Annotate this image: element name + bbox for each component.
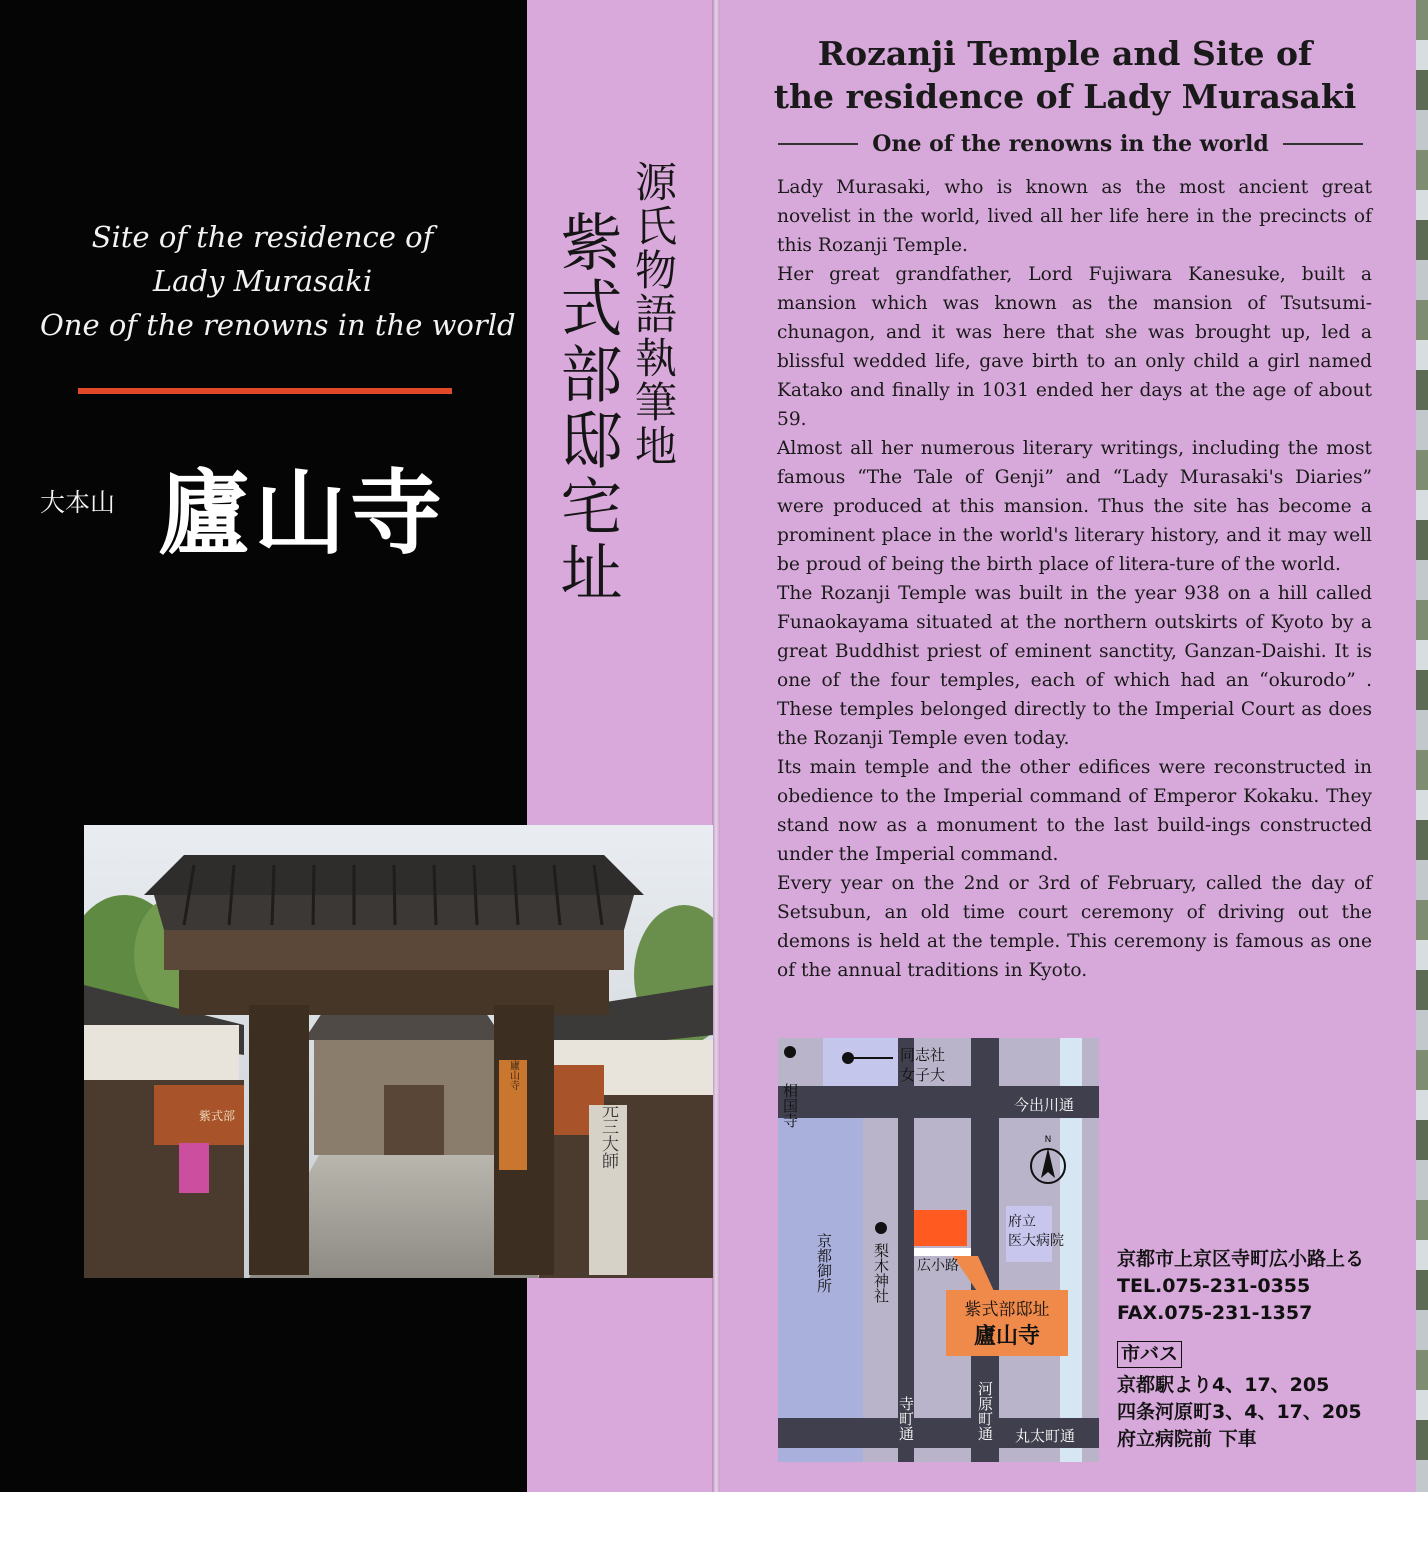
gate-illustration xyxy=(84,825,713,1278)
left-sign-text: 紫式部 xyxy=(199,1109,236,1123)
north-label: N xyxy=(1044,1135,1052,1145)
paragraph-1: Lady Murasaki, who is known as the most ancient great novelist in the world, lived all her life here in the precincts of this Rozanji Temple. xyxy=(777,177,1372,256)
hospital-label-1: 府立 xyxy=(1008,1214,1036,1230)
kawaramachi-label: 河原町通 xyxy=(976,1381,994,1441)
doshisha-area xyxy=(823,1038,898,1086)
address: 京都市上京区寺町広小路上る xyxy=(1117,1248,1365,1270)
callout-label-2: 廬山寺 xyxy=(973,1324,1041,1349)
tagline-rule-left xyxy=(778,143,858,145)
article-title xyxy=(740,32,1390,118)
paragraph-3: Almost all her numerous literary writings, including the most famous “The Tale of Genji” and “Lady Murasaki's Diaries” were produced at this mansion. Thus the site has become a prominent place in the world's literary history, and it may well be proud of being the birth place of litera-ture of the world. xyxy=(777,438,1372,575)
marutamachi-label: 丸太町通 xyxy=(1015,1427,1076,1445)
callout-label-1: 紫式部邸址 xyxy=(964,1300,1050,1320)
hospital-label-2: 医大病院 xyxy=(1008,1233,1064,1249)
subtitle-line-2: Lady Murasaki xyxy=(152,264,373,298)
gosho-label: 京都御所 xyxy=(815,1233,833,1293)
fold-crease xyxy=(712,0,720,1492)
temple-rank: 大本山 xyxy=(40,488,116,517)
subtitle-line-1: Site of the residence of xyxy=(91,220,434,254)
nashinoki-label: 梨木神社 xyxy=(872,1243,890,1303)
teramachi-label: 寺町通 xyxy=(897,1396,915,1441)
telephone: TEL.075-231-0355 xyxy=(1117,1275,1311,1297)
cover-subtitle xyxy=(40,215,516,347)
paragraph-5: Its main temple and the other edifices were reconstructed in obedience to the Imperial command of Emperor Kokaku. They stand now as a monument to the last build-ings constructed under the Imperial command. xyxy=(777,757,1372,865)
city-bus-badge: 市バス xyxy=(1117,1341,1182,1368)
temple-name: 廬山寺 xyxy=(158,460,447,567)
temple-gate-photo xyxy=(84,825,713,1278)
gate-sign-text: 廬山寺 xyxy=(507,1060,519,1090)
contact-info xyxy=(1117,1246,1407,1453)
shokokuji-dot xyxy=(784,1046,796,1058)
bus-stop: 府立病院前 下車 xyxy=(1117,1428,1257,1450)
adjacent-page-edge xyxy=(1416,0,1428,1492)
subtitle-line-3: One of the renowns in the world xyxy=(40,308,516,342)
nashinoki-dot xyxy=(875,1222,887,1234)
bus-route-1: 京都駅より4、17、205 xyxy=(1117,1374,1330,1396)
stone-pillar-text: 元三大師 xyxy=(598,1101,618,1169)
bus-route-2: 四条河原町3、4、17、205 xyxy=(1117,1401,1362,1423)
doshisha-label-1: 同志社 xyxy=(900,1046,946,1064)
hirokoji-road xyxy=(914,1248,971,1256)
title-line-1: Rozanji Temple and Site of xyxy=(817,34,1313,73)
vertical-main-title: 紫式部邸宅址 xyxy=(550,210,623,606)
doshisha-label-2: 女子大 xyxy=(900,1066,946,1084)
tagline xyxy=(778,128,1363,160)
fax: FAX.075-231-1357 xyxy=(1117,1302,1313,1324)
vertical-subtitle: 源氏物語執筆地 xyxy=(629,160,678,468)
paragraph-2: Her great grandfather, Lord Fujiwara Kanesuke, built a mansion which was known as the mansion of Tsutsumi-chunagon, and it was here that she was brought up, led a blissful wedded life, gave birth to an only child a girl named Katako and finally in 1031 ended her days at the age of about 59. xyxy=(777,264,1372,430)
imadegawa-label: 今出川通 xyxy=(1014,1096,1075,1114)
red-divider xyxy=(78,388,452,394)
paragraph-6: Every year on the 2nd or 3rd of February, called the day of Setsubun, an old time court ceremony of driving out the demons is held at the temple. This ceremony is famous as one of the annual traditions in Kyoto. xyxy=(777,873,1372,981)
tagline-rule-right xyxy=(1283,143,1363,145)
temple-location-marker xyxy=(914,1210,967,1246)
hirokoji-label: 広小路 xyxy=(917,1258,959,1274)
access-map xyxy=(778,1038,1099,1462)
paragraph-4: The Rozanji Temple was built in the year 938 on a hill called Funaokayama situated at the northern outskirts of Kyoto by a great Buddhist priest of eminent sanctity, Ganzan-Daishi. It is one of the four temples, each of which had an “okurodo” . These temples belonged directly to the Imperial Court as does the Rozanji Temple even today. xyxy=(777,583,1372,749)
title-line-2: the residence of Lady Murasaki xyxy=(773,77,1357,116)
shokokuji-label: 相国寺 xyxy=(781,1083,799,1128)
tagline-text: One of the renowns in the world xyxy=(872,131,1269,157)
article-body xyxy=(777,173,1372,985)
